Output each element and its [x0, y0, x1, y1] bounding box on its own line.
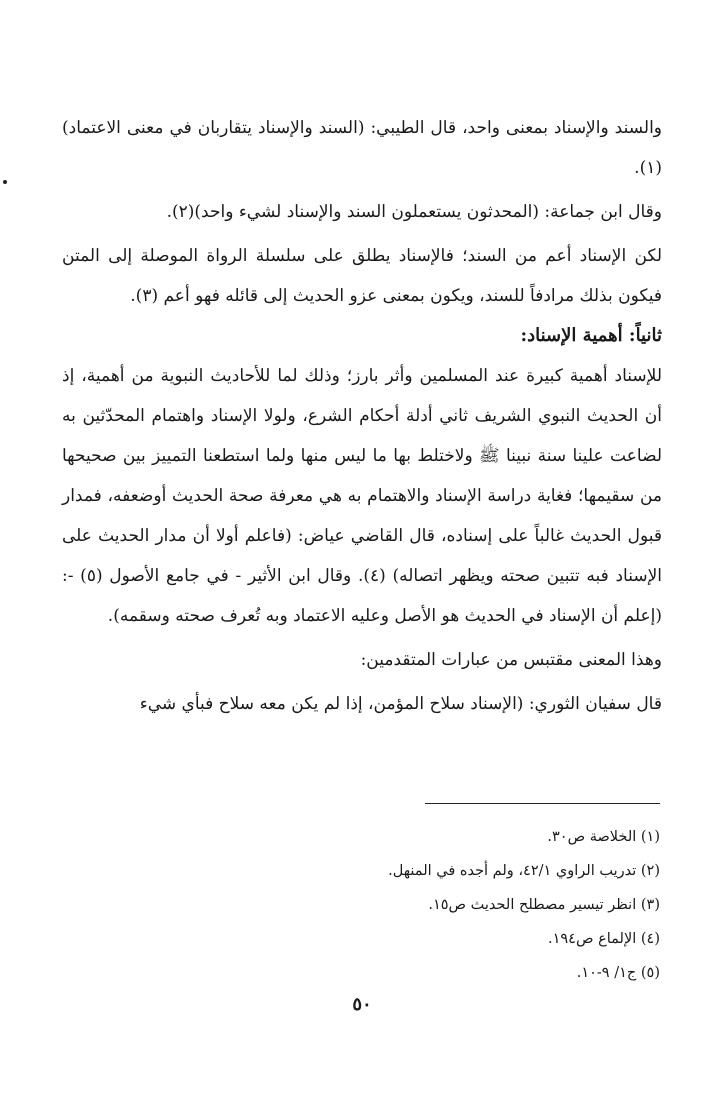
paragraph-isnad-importance: للإسناد أهمية كبيرة عند المسلمين وأثر بارز؛ وذلك لما للأحاديث النبوية من أهمية، إذ أن الحديث النبوي الشريف ثاني أدلة أحكام الشرع، ولولا الإسناد واهتمام المحدّثين به لضاعت علينا سنة نبينا ﷺ ولاختلط بها ما ليس منها ولما استطعنا التمييز بين صحيحها من سقيمها؛ فغاية دراسة الإسناد والاهتمام به هي معرفة صحة الحديث أوضعفه، فمدار قبول الحديث غالباً على إسناده، قال القاضي عياض: (فاعلم أولا أن مدار الحديث على الإسناد فبه تتبين صحته ويظهر اتصاله) (٤). وقال ابن الأثير - في جامع الأصول (٥) -: (إعلم أن الإسناد في الحديث هو الأصل وعليه الاعتماد وبه تُعرف صحته وسقمه). — [62, 366, 662, 626]
paragraph-mutaqaddimin: وهذا المعنى مقتبس من عبارات المتقدمين: — [360, 650, 662, 670]
footnote-3: (٣) انظر تيسير مصطلح الحديث ص١٥. — [428, 897, 660, 913]
footnote-4: (٤) الإلماع ص١٩٤. — [547, 931, 660, 947]
paragraph-sufyan-thawri: قال سفيان الثوري: (الإسناد سلاح المؤمن، إذا لم يكن معه سلاح فبأي شيء — [139, 694, 662, 714]
margin-dot — [3, 180, 7, 184]
page-number: ٥٠ — [352, 994, 372, 1015]
footnotes — [62, 820, 660, 990]
paragraph-isnad-general: لكن الإسناد أعم من السند؛ فالإسناد يطلق على سلسلة الرواة الموصلة إلى المتن فيكون بذلك مرادفاً للسند، ويكون بمعنى عزو الحديث إلى قائله فهو أعم (٣). — [62, 246, 662, 306]
footnote-separator — [425, 803, 660, 804]
main-text — [62, 108, 662, 724]
paragraph-sanad-definition: والسند والإسناد بمعنى واحد، قال الطيبي: (السند والإسناد يتقاربان في معنى الاعتماد) (١). — [62, 118, 662, 178]
paragraph-ibn-jamaah: وقال ابن جماعة: (المحدثون يستعملون السند والإسناد لشيء واحد)(٢). — [166, 202, 662, 222]
footnote-5: (٥) ج١/ ٩-١٠. — [576, 965, 660, 981]
footnote-1: (١) الخلاصة ص٣٠. — [547, 829, 660, 845]
footnote-2: (٢) تدريب الراوي ٤٢/١، ولم أجده في المنهل. — [388, 863, 660, 879]
section-heading: ثانياً: أهمية الإسناد: — [520, 325, 662, 346]
